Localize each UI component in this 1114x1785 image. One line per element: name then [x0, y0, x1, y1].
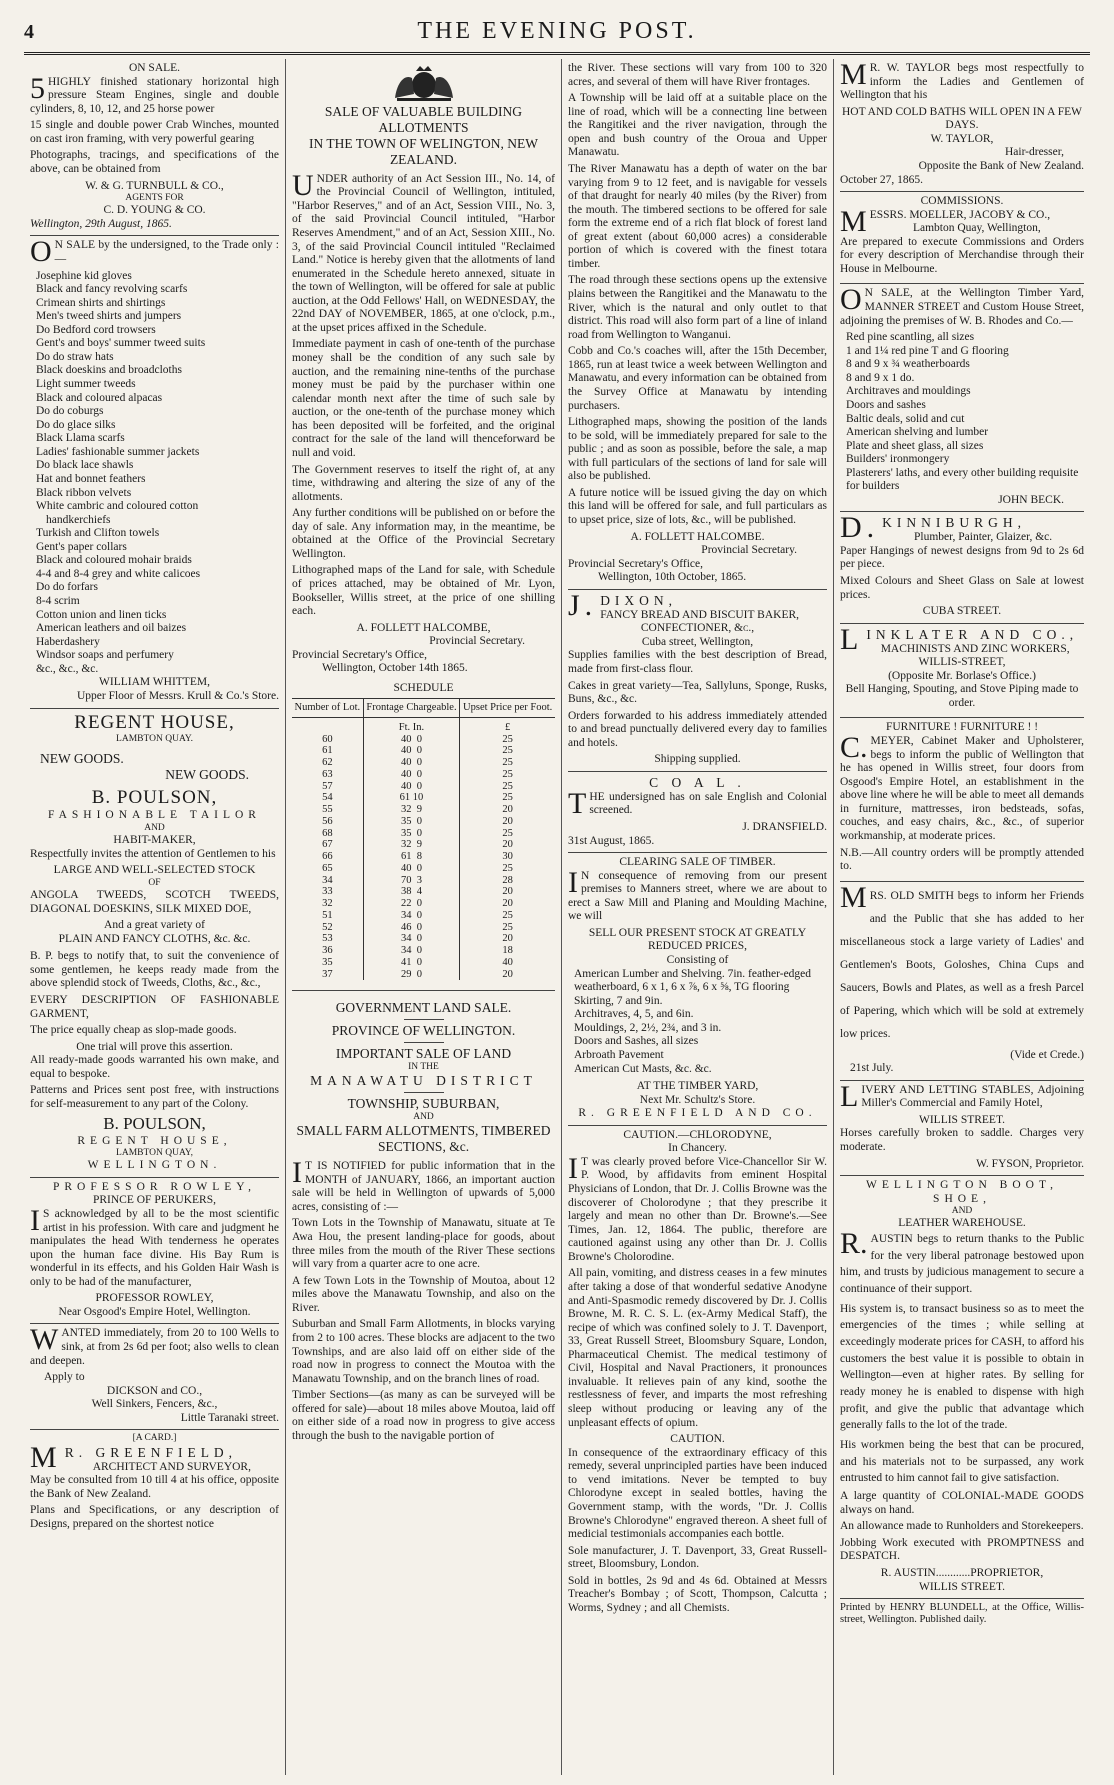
list-item: Do do forfars	[36, 581, 98, 594]
table-cell: 20	[460, 898, 555, 910]
table-cell: 25	[460, 781, 555, 793]
ad-mrs-old-smith: MRS. OLD SMITH begs to inform her Friends and the Public that she has added to her miscellaneous stock a large variety of Ladies' and Gentlemen's Boots, Goloshes, China Cups and Saucers, Bowls and Plates, as well as a fresh Parcel of Papering, which which will be sold at extremely low prices. (Vide et Crede.) 21st July.	[840, 882, 1084, 1081]
table-cell: 51	[322, 909, 333, 921]
columns	[24, 59, 1090, 1775]
table-row	[292, 886, 555, 898]
table-row	[292, 910, 555, 922]
list-item: Plasterers' laths, and every other building requisite for builders	[846, 466, 1079, 493]
table-cell: 35 0	[363, 828, 460, 840]
table-cell: 61 10	[363, 792, 460, 804]
list-item: Hat and bonnet feathers	[36, 472, 146, 485]
table-cell: 68	[322, 827, 333, 839]
ad-austin-boot-warehouse: WELLINGTON BOOT, SHOE, AND LEATHER WAREHOUSE. R.AUSTIN begs to return thanks to the Public for the very liberal patronage bestowed upon him, and trusts by judicious management to secure a continuance of their support. His system is, to transact business so as to meet the emergencies of the times ; while selling at exceedingly moderate prices for CASH, to afford his customers the best value it is possible to obtain in Wellington—even at higher rates. By selling for ready money he is enabled to dispense with high profit, and give the public that advantage which generally falls to the lot of the trade. His workmen being the best that can be procured, and his materials not to be surpassed, any work entrusted to him cannot fail to give satisfaction. A large quantity of COLONIAL-MADE GOODS always on hand. An allowance made to Runholders and Storekeepers. Jobbing Work executed with PROMPTNESS and DESPATCH. R. AUSTIN............PROPRIETOR, WILLIS STREET.	[840, 1176, 1084, 1599]
ad-building-allotments: SALE OF VALUABLE BUILDING ALLOTMENTS IN THE TOWN OF WELINGTON, NEW ZEALAND. UNDER authority of an Act Session III., No. 14, of the Provincial Council of Wellington, intituled, "Harbor Reserves," and of an Act, Session VIII., No. 3, of the said Provincial Council intituled, "Harbor Reserves Amendment," and of an Act, Session XIII., No. 3, of the said Provincial Council intituled "Reclaimed Land." Notice is hereby given that the allotments of land enumerated in the Schedule hereto annexed, situate in the town of Wellington, will be offered for sale at public auction, at the Odd Fellows' Hall, on WEDNESDAY, the 22nd DAY of NOVEMBER, 1865, at one o'clock, p.m., at the upset prices affixed in the Schedule. Immediate payment in cash of one-tenth of the purchase money shall be the condition of any such sale by auction, and the remaining nine-tenths of the purchase money must be paid by the purchaser within one calendar month next after the time of such sale by auction, or the one-tenth of the purchase money which has been deposited will be forfeited, and the original contract for the sale of the land will thenceforward be null and void. The Government reserves to itself the right of, at any time, withdrawing and altering the size of any of the allotments. Any further conditions will be published on or before the day of sale. Any information may, in the meantime, be obtained at the Office of the Provincial Secretary Wellington. Lithographed maps of the Land for sale, with Schedule of prices attached, may be obtained of Mr. Lyon, Bookseller, Willis street, at the price of one shilling each. A. FOLLETT HALCOMBE, Provincial Secretary. Provincial Secretary's Office, Wellington, October 14th 1865. SCHEDULE Number of Lot. Frontage Chargeable. Upset Price per Foot. Ft. In. £ 60 40 0 25 61 40 0 25 62 40 0 25 63 40 0 25 57 40 0 25 54 61 10 25 55 32 9 20 56 35 0 20 68 35 0 25 67 32 9 20 66 61 8 30 65 40 0 25 34 70 3 28 33 38 4 20 32 22 0 20 51 34 0 25 52 46 0 25 53 34 0 20 36 34 0 18 35 41 0 40 37 29 0 20	[292, 59, 555, 991]
list-item: Black and coloured alpacas	[36, 391, 163, 404]
ad-coal: C O A L . THE undersigned has on sale English and Colonial screened. J. DRANSFIELD. 31st August, 1865.	[568, 772, 827, 853]
list-item: Light summer tweeds	[36, 378, 136, 391]
table-cell: 20	[460, 886, 555, 898]
list-item: Gent's paper collars	[36, 540, 127, 553]
table-cell: 25	[460, 734, 555, 746]
ad-kinniburgh: D.KINNIBURGH, Plumber, Painter, Glaizer, &c. Paper Hangings of newest designs from 9d to 2s 6d per piece. Mixed Colours and Sheet Glass on Sale at lowest prices. CUBA STREET.	[840, 512, 1084, 623]
ad-dickson: WANTED immediately, from 20 to 100 Wells to sink, at from 2s 6d per foot; also wells to clean and deepen. Apply to DICKSON and CO., Well Sinkers, Fencers, &c., Little Taranaki street.	[30, 1324, 279, 1430]
ad-clearing-sale-timber: CLEARING SALE OF TIMBER. IN consequence of removing from our present premises to Manners street, where we are about to erect a Saw Mill and Planing and Moulding Machine, we will SELL OUR PRESENT STOCK AT GREATLY REDUCED PRICES, Consisting of American Lumber and Shelving. 7in. feather-edged weatherboard, 6 x 1, 6 x ⅞, 6 x ⅝, TG flooring Skirting, 7 and 9in. Architraves, 4, 5, and 6in. Mouldings, 2, 2½, 2¾, and 3 in. Doors and Sashes, all sizes Arbroath Pavement American Cut Masts, &c. &c. AT THE TIMBER YARD, Next Mr. Schultz's Store. R. GREENFIELD AND CO.	[568, 853, 827, 1126]
ad-government-land-sale: GOVERNMENT LAND SALE. PROVINCE OF WELLINGTON. IMPORTANT SALE OF LAND IN THE MANAWATU DISTRICT TOWNSHIP, SUBURBAN, AND SMALL FARM ALLOTMENTS, TIMBERED SECTIONS, &c. IT IS NOTIFIED for public information that in the MONTH of JANUARY, 1866, an important auction sale will be held in Wellington of upwards of 5,000 acres, consisting of :— Town Lots in the Township of Manawatu, situate at Te Awa Hou, the present landing-place for goods, about three miles from the mouth of the River These sections will vary from a quarter acre to one acre. A few Town Lots in the Township of Moutoa, about 12 miles above the Manawatu Township, and also on the River. Suburban and Small Farm Allotments, in blocks varying from 2 to 100 acres. These blocks are adjacent to the two Townships, and are also laid off on either side of the road now in progress to connect the Moutoa with the Manawatu Township, and on the branch lines of road. Timber Sections—(as many as can be surveyed will be offered for sale)—about 18 miles above Moutoa, laid off on either side of a road now in progress to give access through the bush to the navigable portion of	[292, 1000, 555, 1442]
table-row	[292, 769, 555, 781]
table-row	[292, 875, 555, 887]
list-item: Turkish and Clifton towels	[36, 527, 160, 540]
list-item: 1 and 1¼ red pine T and G flooring	[846, 344, 1009, 357]
ad-rowley: PROFESSOR ROWLEY, PRINCE OF PERUKERS, IS acknowledged by all to be the most scientific artist in his profession. With care and judgment he manipulates the head With tenderness he operates upon the human face divine. His Bay Rum is wonderful in its effects, and his Golden Hair Wash is only to be had of the manufacturer, PROFESSOR ROWLEY, Near Osgood's Empire Hotel, Wellington.	[30, 1178, 279, 1325]
list-item: American leathers and oil baizes	[36, 622, 187, 635]
table-cell: 65	[322, 862, 333, 874]
table-cell: 40 0	[363, 757, 460, 769]
table-cell: 40 0	[363, 863, 460, 875]
table-cell: 18	[460, 945, 555, 957]
ad-linklater: LINKLATER AND CO., MACHINISTS AND ZINC WORKERS, WILLIS-STREET, (Opposite Mr. Borlase's Office.) Bell Hanging, Spouting, and Stove Piping made to order.	[840, 624, 1084, 719]
ad-regent-house: REGENT HOUSE, LAMBTON QUAY. NEW GOODS. NEW GOODS. B. POULSON, FASHIONABLE TAILOR AND HABIT-MAKER, Respectfully invites the attention of Gentlemen to his LARGE AND WELL-SELECTED STOCK OF ANGOLA TWEEDS, SCOTCH TWEEDS, DIAGONAL DOESKINS, SILK MIXED DOE, And a great variety of PLAIN AND FANCY CLOTHS, &c. &c. B. P. begs to notify that, to suit the convenience of some gentlemen, he keeps ready made from the above splendid stock of Tweeds, Cloths, &c., &c., EVERY DESCRIPTION OF FASHIONABLE GARMENT, The price equally cheap as slop-made goods. One trial will prove this assertion. All ready-made goods warranted his own make, and equal to bespoke. Patterns and Prices sent post free, with instructions for self-measurement to any part of the Colony. B. POULSON, REGENT HOUSE, LAMBTON QUAY, WELLINGTON.	[30, 709, 279, 1178]
table-cell: 55	[322, 804, 333, 816]
ad-fyson-stables: LIVERY AND LETTING STABLES, Adjoining Miller's Commercial and Family Hotel, WILLIS STREET. Horses carefully broken to saddle. Charges very moderate. W. FYSON, Proprietor.	[840, 1081, 1084, 1176]
table-cell: 32	[322, 898, 333, 910]
page-number: 4	[24, 21, 34, 43]
list-item: Arbroath Pavement	[574, 1048, 664, 1061]
list-item: Doors and sashes	[846, 398, 926, 411]
ad-greenfield-architect: [A CARD.] MR. GREENFIELD, ARCHITECT AND SURVEYOR, May be consulted from 10 till 4 at his office, opposite the Bank of New Zealand. Plans and Specifications, or any description of Designs, prepared on the shortest notice	[30, 1433, 279, 1530]
list-item: Doors and Sashes, all sizes	[574, 1035, 699, 1048]
table-row	[292, 734, 555, 746]
list-item: Cotton union and linen ticks	[36, 608, 167, 621]
table-cell: 25	[460, 863, 555, 875]
table-cell: 40 0	[363, 781, 460, 793]
ad-beck-timber-yard: ON SALE, at the Wellington Timber Yard, MANNER STREET and Custom House Street, adjoining the premises of W. B. Rhodes and Co.— Red pine scantling, all sizes 1 and 1¼ red pine T and G flooring 8 and 9 x ¾ weatherboards 8 and 9 x 1 do. Architraves and mouldings Doors and sashes Baltic deals, solid and cut American shelving and lumber Plate and sheet glass, all sizes Builders' ironmongery Plasterers' laths, and every other building requisite for builders JOHN BECK.	[840, 284, 1084, 512]
list-item: 8-4 scrim	[36, 595, 80, 608]
schedule-table: Number of Lot. Frontage Chargeable. Upset Price per Foot. Ft. In. £ 60 40 0 25 61 40 0 25 62 40 0 25 63 40 0 25 57 40 0 25 54 61 10 25 55 32 9 20 56 35 0 20 68 35 0 25 67 32 9 20 66 61 8 30 65 40 0 25 34 70 3 28 33 38 4 20 32 22 0 20 51 34 0 25 52 46 0 25 53 34 0 20 36 34 0 18 35 41 0 40 37 29 0 20	[292, 698, 555, 981]
table-cell: 36	[322, 945, 333, 957]
whittem-item-list	[30, 270, 279, 677]
column-4	[834, 59, 1090, 1775]
table-cell: 25	[460, 828, 555, 840]
list-item: American Lumber and Shelving. 7in. feather-edged weatherboard, 6 x 1, 6 x ⅞, 6 x ⅝, TG flooring	[574, 967, 812, 994]
list-item: Black Llama scarfs	[36, 432, 125, 445]
list-item: Architraves and mouldings	[846, 385, 971, 398]
table-cell: 60	[322, 733, 333, 745]
table-row	[292, 863, 555, 875]
table-cell: 41 0	[363, 957, 460, 969]
table-cell: 63	[322, 768, 333, 780]
table-cell: 33	[322, 886, 333, 898]
table-cell: 22 0	[363, 898, 460, 910]
table-row	[292, 851, 555, 863]
list-item: &c., &c., &c.	[36, 662, 99, 675]
table-cell: 40 0	[363, 734, 460, 746]
table-row	[292, 898, 555, 910]
ad-chlorodyne: CAUTION.—CHLORODYNE, In Chancery. IT was clearly proved before Vice-Chancellor Sir W. P. Wood, by affidavits from eminent Hospital Physicians of London, that Dr. J. Collis Browne was the discoverer of Cholorodyne ; that they prescribe it largely and mean no other than Dr. Browne's.—See Times, Jan. 12, 1864. The public, therefore are cautioned against using any other than Dr. J. Collis Browne's Cholorodine. All pain, vomiting, and distress ceases in a few minutes after taking a dose of that wonderful sedative Anodyne and Anti-Spasmodic remedy discovered by Dr. J. Collis Browne, M. R. C. S. L. (ex-Army Medical Staff), the recipe of which was confined solely to J. T. Davenport, 33, Great Russell Street, Bloomsbury Square, London, Pharmaceutical Chemist. The medical testimony of Civil, Hospital and Naval Practioners, it pronounces invaluable. It relieves pain of any kind, soothe the restlessness of fever, and imparts the most refreshing sleep without producing or leaving any of the unpleasant effects of opium. CAUTION. In consequence of the extraordinary efficacy of this remedy, several unprincipled parties have been induced to vend imitations. Never be tempted to buy Chlorodyne except in sealed bottles, having the Government stamp, with the words, "Dr. J. Collis Browne's Chlorodyne" engraved thereon. A sheet full of medicial testimonials accompanies each bottle. Sole manufacturer, J. T. Davenport, 33, Great Russell-street, Bloomsbury, London. Sold in bottles, 2s 9d and 4s 6d. Obtained at Messrs Treacher's Bombay ; of Scott, Thompson, Calcutta ; Worms, Sydney ; and all Chemists.	[568, 1128, 827, 1614]
timber-item-list	[568, 968, 827, 1077]
list-item: Men's tweed shirts and jumpers	[36, 310, 182, 323]
table-cell: 34 0	[363, 933, 460, 945]
table-cell: 25	[460, 769, 555, 781]
ad-turnbull: ON SALE. 5HIGHLY finished stationary horizontal high pressure Steam Engines, single and double cylinders, 8, 10, 12, and 25 horse power 15 single and double power Crab Winches, mounted on cast iron framing, with very powerful gearing Photographs, tracings, and specifications of the above, can be obtained from W. & G. TURNBULL & CO., AGENTS FOR C. D. YOUNG & CO. Wellington, 29th August, 1865.	[30, 59, 279, 236]
schedule-header-price: Upset Price per Foot.	[460, 698, 555, 717]
table-cell: 20	[460, 933, 555, 945]
list-item: Josephine kid gloves	[36, 269, 132, 282]
table-cell: 25	[460, 910, 555, 922]
list-item: Ladies' fashionable summer jackets	[36, 445, 200, 458]
table-cell: 37	[322, 968, 333, 980]
ad-whittem: ON SALE by the undersigned, to the Trade only :— Josephine kid gloves Black and fancy revolving scarfs Crimean shirts and shirtings Men's tweed shirts and jumpers Do Bedford cord trowsers Gent's and boys' summer tweed suits Do do straw hats Black doeskins and broadcloths Light summer tweeds Black and coloured alpacas Do do coburgs Do do glace silks Black Llama scarfs Ladies' fashionable summer jackets Do black lace shawls Hat and bonnet feathers Black ribbon velvets White cambric and coloured cotton handkerchiefs Turkish and Clifton towels Gent's paper collars Black and coloured mohair braids 4-4 and 8-4 grey and white calicoes Do do forfars 8-4 scrim Cotton union and linen ticks American leathers and oil baizes Haberdashery Windsor soaps and perfumery &c., &c., &c. WILLIAM WHITTEM, Upper Floor of Messrs. Krull & Co.'s Store.	[30, 236, 279, 708]
table-cell: 53	[322, 933, 333, 945]
list-item: Mouldings, 2, 2½, 2¾, and 3 in.	[574, 1021, 722, 1034]
masthead	[24, 18, 1090, 55]
list-item: Builders' ironmongery	[846, 453, 950, 466]
list-item: Crimean shirts and shirtings	[36, 296, 166, 309]
list-item: White cambric and coloured cotton	[36, 500, 199, 513]
table-cell: 34 0	[363, 910, 460, 922]
table-row	[292, 933, 555, 945]
table-cell: 62	[322, 757, 333, 769]
ad-taylor-baths: MR. W. TAYLOR begs most respectfully to inform the Ladies and Gentlemen of Wellington that his HOT AND COLD BATHS WILL OPEN IN A FEW DAYS. W. TAYLOR, Hair-dresser, Opposite the Bank of New Zealand. October 27, 1865.	[840, 59, 1084, 192]
ad-dixon-baker: J.DIXON, FANCY BREAD AND BISCUIT BAKER, CONFECTIONER, &c., Cuba street, Wellington, Supplies families with the best description of Bread, made from first-class flour. Cakes in great variety—Tea, Sallyluns, Sponge, Rusks, Buns, &c., &c. Orders forwarded to his address immediately attended to and bread punctually delivered every day to families and hotels. Shipping supplied.	[568, 590, 827, 772]
ad-land-sale-continued: the River. These sections will vary from 100 to 320 acres, and several of them will have River frontages. A Township will be laid off at a suitable place on the line of road, which will be a connecting line between the Rangitikei and the river navigation, through the open and bush country of the Oroua and Upper Manawatu. The River Manawatu has a depth of water on the bar varying from 9 to 12 feet, and is navigable for vessels of that draught for nearly 40 miles (by the River) from the mouth. The timbered sections to be offered for sale form the extreme end of a rich flat block of forest land of great extent (about 60,000 acres) a considerable portion of which is covered with the finest totara timber. The road through these sections opens up the extensive plains between the Rangitikei and the Manawatu to the River, which is the natural and only outlet to that district. This road will also form part of a line of inland road from Wellington to Wanganui. Cobb and Co.'s coaches will, after the 15th December, 1865, run at least twice a week between Wellington and Manawatu, and every information can be obtained from the Survey Office at Manawatu by intending purchasers. Lithographed maps, showing the position of the lands to be sold, will be immediately prepared for sale to the public ; and as soon as possible, before the sale, a map with full particulars of the sections of land for sale will also be published. A future notice will be issued giving the day on which this land will be offered for sale, and full particulars as to upset price, size of lots, &c., will be published. A. FOLLETT HALCOMBE. Provincial Secretary. Provincial Secretary's Office, Wellington, 10th October, 1865.	[568, 59, 827, 590]
table-cell: 25	[460, 757, 555, 769]
table-cell: 40 0	[363, 745, 460, 757]
table-row	[292, 969, 555, 981]
list-item: Do do straw hats	[36, 350, 114, 363]
table-row	[292, 828, 555, 840]
list-item: American Cut Masts, &c. &c.	[574, 1062, 712, 1075]
table-cell: 46 0	[363, 922, 460, 934]
list-item: 8 and 9 x 1 do.	[846, 371, 915, 384]
list-item: 4-4 and 8-4 grey and white calicoes	[36, 567, 201, 580]
list-item: Haberdashery	[36, 635, 100, 648]
list-item: American shelving and lumber	[846, 426, 989, 439]
imprint: Printed by HENRY BLUNDELL, at the Office, Willis-street, Wellington. Published daily.	[840, 1602, 1084, 1626]
table-row	[292, 945, 555, 957]
table-cell: 25	[460, 922, 555, 934]
table-row	[292, 922, 555, 934]
table-row	[292, 757, 555, 769]
column-2	[286, 59, 562, 1775]
table-cell: 52	[322, 921, 333, 933]
list-item: Do black lace shawls	[36, 459, 134, 472]
table-cell: 34	[322, 874, 333, 886]
list-item: Architraves, 4, 5, and 6in.	[574, 1008, 694, 1021]
table-cell: 66	[322, 851, 333, 863]
table-cell: 40 0	[363, 769, 460, 781]
list-item: Black and coloured mohair braids	[36, 554, 192, 567]
schedule-header-frontage: Frontage Chargeable.	[363, 698, 460, 717]
table-row	[292, 745, 555, 757]
table-cell: 29 0	[363, 969, 460, 981]
list-item: Do do glace silks	[36, 418, 116, 431]
table-cell: 70 3	[363, 875, 460, 887]
newspaper-title: THE EVENING POST.	[417, 18, 697, 44]
list-item: Skirting, 7 and 9in.	[574, 994, 663, 1007]
table-row	[292, 816, 555, 828]
list-item: Red pine scantling, all sizes	[846, 331, 975, 344]
table-cell: 20	[460, 804, 555, 816]
table-cell: 61	[322, 745, 333, 757]
list-item: Gent's and boys' summer tweed suits	[36, 337, 206, 350]
table-row	[292, 792, 555, 804]
column-1	[24, 59, 286, 1775]
table-cell: 20	[460, 969, 555, 981]
schedule-header-lot: Number of Lot.	[292, 698, 363, 717]
column-3	[562, 59, 834, 1775]
table-cell: 54	[322, 792, 333, 804]
table-row	[292, 957, 555, 969]
list-item: Do Bedford cord trowsers	[36, 323, 156, 336]
table-cell: 28	[460, 875, 555, 887]
beck-item-list	[840, 331, 1084, 494]
ad-moeller-commissions: COMMISSIONS. MESSRS. MOELLER, JACOBY & CO., Lambton Quay, Wellington, Are prepared to execute Commissions and Orders for every description of Merchandise through their House in Melbourne.	[840, 192, 1084, 284]
list-item: Baltic deals, solid and cut	[846, 412, 965, 425]
table-cell: 32 9	[363, 839, 460, 851]
table-cell: 25	[460, 792, 555, 804]
table-cell: 38 4	[363, 886, 460, 898]
list-item: handkerchiefs	[46, 513, 111, 526]
table-row	[292, 781, 555, 793]
ad-meyer-furniture: FURNITURE ! FURNITURE ! ! C.MEYER, Cabinet Maker and Upholsterer, begs to inform the public of Wellington that he has opened in Willis street, four doors from Osgood's Empire Hotel, an establishment in the above line where he will be able to meet all demands in furniture, mattresses, iron bedsteads, sofas, couches, and easy chairs, &c., &c., of superior workmanship, at moderate prices. N.B.—All country orders will be promptly attended to.	[840, 718, 1084, 881]
table-cell: 57	[322, 780, 333, 792]
list-item: Black doeskins and broadcloths	[36, 364, 182, 377]
table-cell: 35	[322, 956, 333, 968]
table-cell: 67	[322, 839, 333, 851]
list-item: Black and fancy revolving scarfs	[36, 283, 188, 296]
list-item: Black ribbon velvets	[36, 486, 132, 499]
table-cell: 35 0	[363, 816, 460, 828]
table-row	[292, 839, 555, 851]
table-cell: 40	[460, 957, 555, 969]
table-cell: 56	[322, 815, 333, 827]
table-row	[292, 804, 555, 816]
table-cell: 32 9	[363, 804, 460, 816]
list-item: Plate and sheet glass, all sizes	[846, 439, 984, 452]
table-cell: 25	[460, 745, 555, 757]
list-item: 8 and 9 x ¾ weatherboards	[846, 358, 970, 371]
table-cell: 20	[460, 816, 555, 828]
royal-crest-icon	[292, 62, 555, 104]
table-cell: 61 8	[363, 851, 460, 863]
table-cell: 30	[460, 851, 555, 863]
table-cell: 34 0	[363, 945, 460, 957]
list-item: Windsor soaps and perfumery	[36, 649, 174, 662]
list-item: Do do coburgs	[36, 405, 104, 418]
table-cell: 20	[460, 839, 555, 851]
